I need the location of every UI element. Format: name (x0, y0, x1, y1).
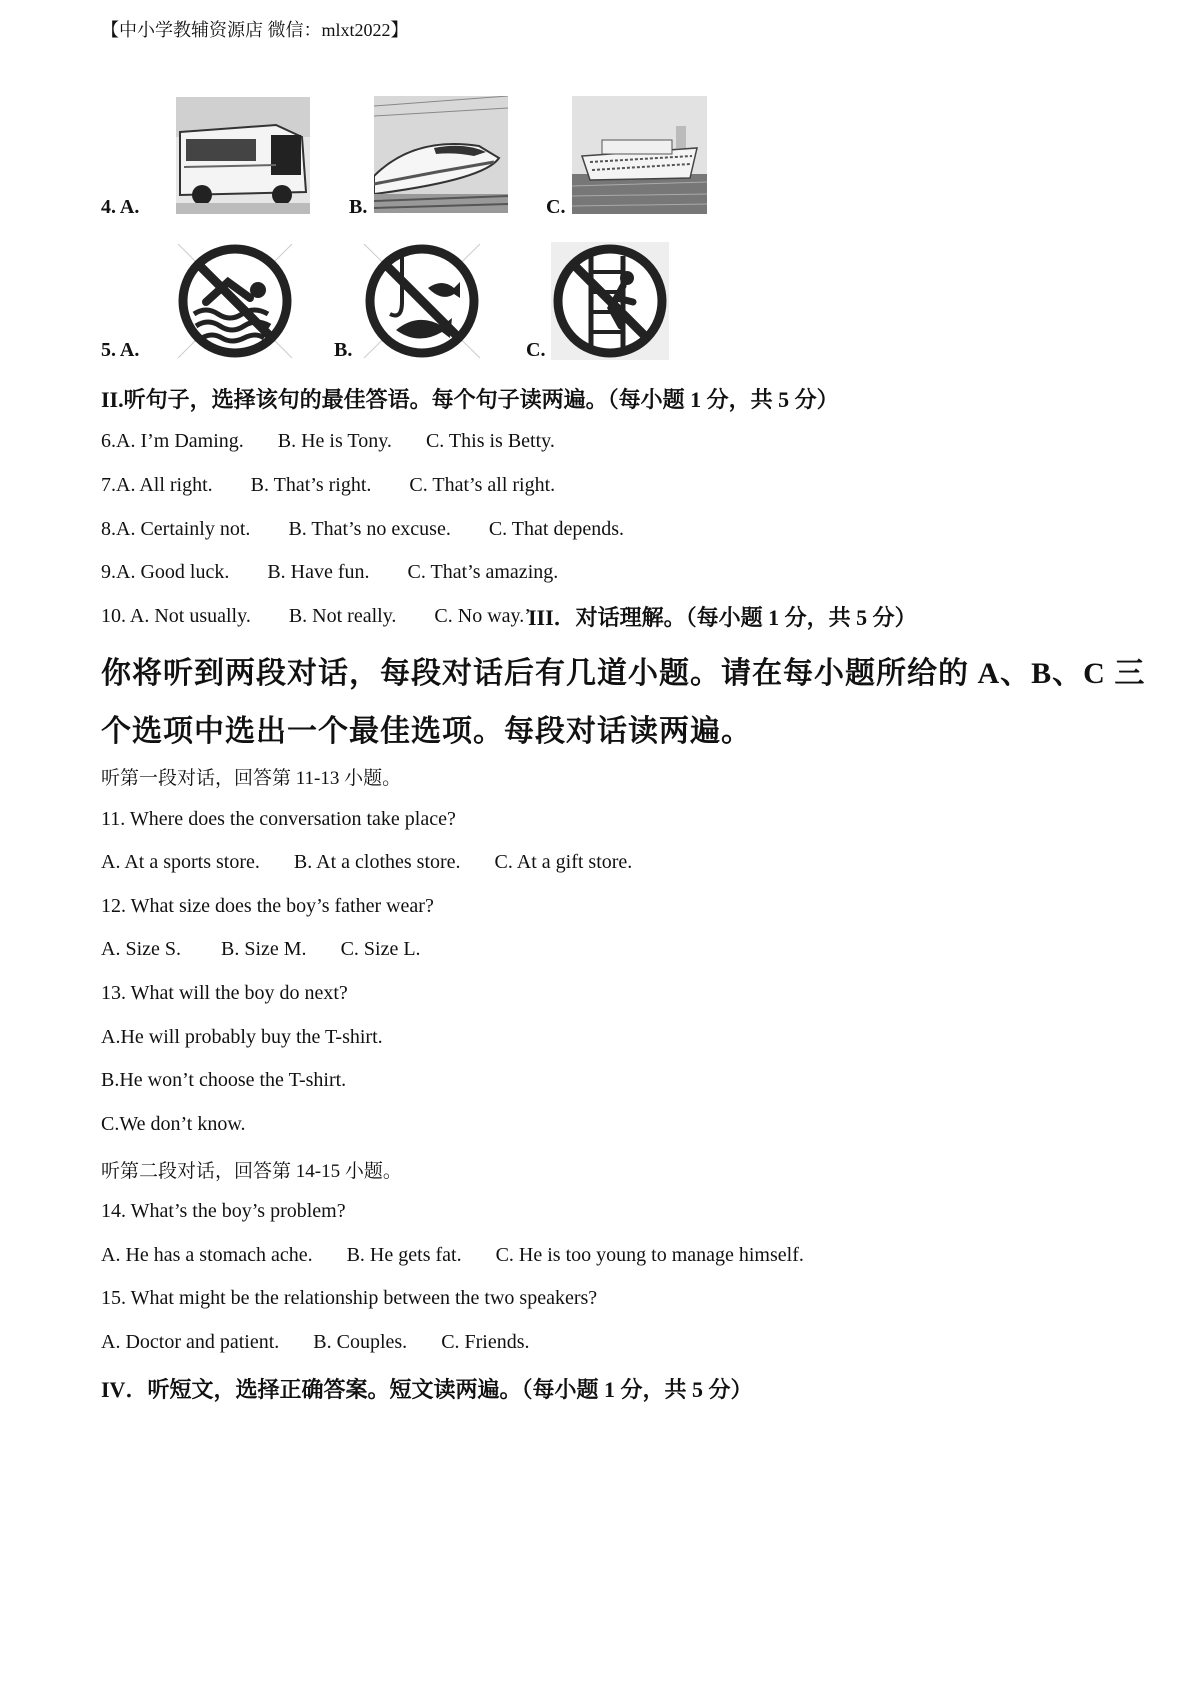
q11-options (101, 851, 632, 874)
q8-row (101, 518, 624, 541)
q5-label-c: C. (526, 339, 546, 361)
q8-option-a: 8.A. Certainly not. (101, 518, 251, 540)
q14-options (101, 1244, 804, 1267)
q7-option-c: C. That’s all right. (409, 474, 556, 496)
section-3-title: III．对话理解。（每小题 1 分，共 5 分） (528, 605, 917, 630)
q15-option-a: A. Doctor and patient. (101, 1331, 280, 1353)
q12-option-b: B. Size M. (221, 938, 307, 960)
q7-option-a: 7.A. All right. (101, 474, 213, 496)
q9-row (101, 561, 558, 584)
page-header: 【中小学教辅资源店 微信：mlxt2022】 (101, 20, 409, 40)
q15-question: 15. What might be the relationship between the two speakers? (101, 1287, 598, 1309)
q14-option-b: B. He gets fat. (346, 1244, 462, 1266)
q7-row (101, 474, 555, 497)
q6-row (101, 430, 555, 453)
q12-option-a: A. Size S. (101, 938, 181, 960)
q13-option-b: B.He won’t choose the T-shirt. (101, 1069, 347, 1091)
q15-option-c: C. Friends. (441, 1331, 530, 1353)
q12-question: 12. What size does the boy’s father wear? (101, 895, 434, 917)
q12-options (101, 938, 421, 961)
section-4-title: IV．听短文，选择正确答案。短文读两遍。（每小题 1 分，共 5 分） (101, 1377, 753, 1402)
q13-question: 13. What will the boy do next? (101, 982, 348, 1004)
q9-option-c: C. That’s amazing. (407, 561, 559, 583)
q5-label-b: B. (334, 339, 353, 361)
q14-question: 14. What’s the boy’s problem? (101, 1200, 346, 1222)
q12-option-c: C. Size L. (340, 938, 421, 960)
section-3-instructions-line-1: 你将听到两段对话，每段对话后有几道小题。请在每小题所给的 A、B、C 三 (101, 657, 1146, 690)
q11-question: 11. Where does the conversation take place? (101, 808, 456, 830)
q14-option-a: A. He has a stomach ache. (101, 1244, 313, 1266)
no-fishing-sign (362, 242, 482, 360)
q8-option-c: C. That depends. (488, 518, 624, 540)
dialog-1-heading: 听第一段对话，回答第 11-13 小题。 (101, 768, 402, 789)
q6-option-a: 6.A. I’m Daming. (101, 430, 244, 452)
q6-option-b: B. He is Tony. (277, 430, 392, 452)
q7-option-b: B. That’s right. (250, 474, 372, 496)
q15-option-b: B. Couples. (313, 1331, 408, 1353)
bus-image (176, 97, 310, 214)
q10-option-a: 10. A. Not usually. (101, 605, 251, 627)
q15-options (101, 1331, 530, 1354)
q4-label-b: B. (349, 196, 368, 218)
q11-option-c: C. At a gift store. (494, 851, 633, 873)
q11-option-b: B. At a clothes store. (293, 851, 461, 873)
section-2-title: II.听句子，选择该句的最佳答语。每个句子读两遍。（每小题 1 分，共 5 分） (101, 387, 839, 412)
q13-option-a: A.He will probably buy the T-shirt. (101, 1026, 383, 1048)
q10-option-b: B. Not really. (288, 605, 397, 627)
q13-option-c: C.We don’t know. (101, 1113, 246, 1135)
q6-option-c: C. This is Betty. (425, 430, 555, 452)
no-swimming-sign (176, 242, 294, 360)
q9-option-a: 9.A. Good luck. (101, 561, 230, 583)
q8-option-b: B. That’s no excuse. (288, 518, 451, 540)
q10-option-c: C. No way.’ (434, 605, 531, 627)
dialog-2-heading: 听第二段对话，回答第 14-15 小题。 (101, 1161, 402, 1182)
q11-option-a: A. At a sports store. (101, 851, 260, 873)
section-3-instructions-line-2: 个选项中选出一个最佳选项。每段对话读两遍。 (101, 715, 752, 748)
train-image (374, 96, 508, 213)
q4-label-a: 4. A. (101, 196, 140, 218)
q4-label-c: C. (546, 196, 566, 218)
ship-image (572, 96, 707, 214)
q10-row (101, 605, 531, 628)
q5-label-a: 5. A. (101, 339, 140, 361)
q14-option-c: C. He is too young to manage himself. (495, 1244, 804, 1266)
q9-option-b: B. Have fun. (267, 561, 370, 583)
no-climbing-sign (551, 242, 669, 360)
